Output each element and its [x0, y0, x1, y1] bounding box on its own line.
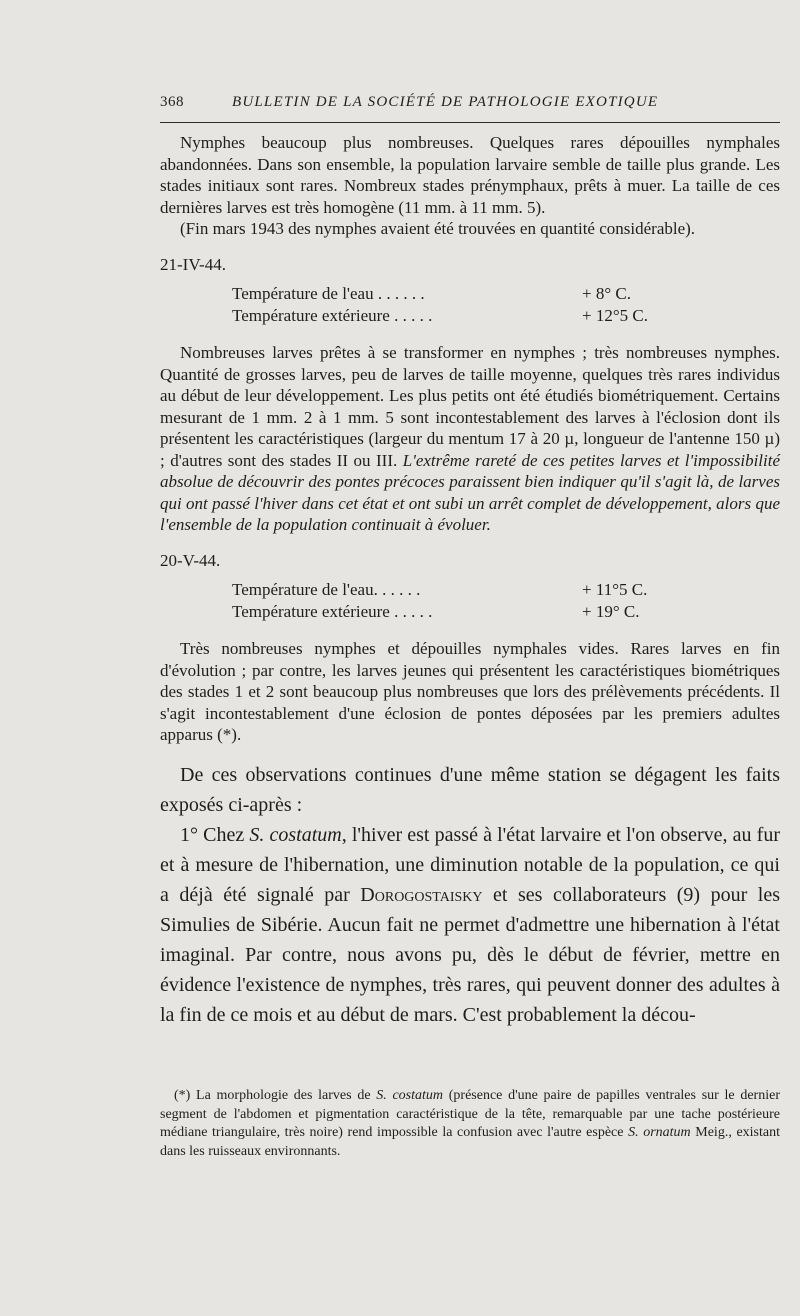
date-entry-2: 20-V-44.: [160, 550, 221, 570]
header-rule: [160, 122, 780, 123]
paragraph-text: 1° Chez: [180, 823, 250, 846]
paragraph-nombreuses-larves: [160, 342, 780, 536]
footnote-part: (présence d'une paire de papilles ventrales sur le dernier segment de l'abdomen et pigmentation caractéristique de la tête, remarquable par une tache postérieure médiane triangulaire, très noire) rend impossible la confusion avec l'autre espèce: [160, 1088, 780, 1140]
temperature-table-2: [232, 579, 692, 622]
footnote: [160, 1087, 780, 1161]
temperature-value: + 19° C.: [582, 601, 640, 621]
temperature-value: + 8° C.: [582, 284, 631, 303]
temperature-label: Température de l'eau. . . . . .: [232, 580, 421, 599]
species-name: S. costatum: [249, 823, 342, 846]
paragraph-text: Nombreuses larves prêtes à se transformer en nymphes ; très nombreuses nymphes. Quantité de grosses larves, peu de larves de taille moyenne, quelques très rares individus au début de leur développement. Les plus petits ont été étudiés biométriquement. Certains mesurant de 1 mm. 2 à 1 mm. 5 sont incontestablement des larves à l'éclosion dont ils présentent les caractéristiques (largeur du mentum 17 à 20 µ, longueur de l'antenne 150 µ) ; d'autres sont des stades II ou III.: [160, 343, 780, 470]
page-number: 368: [160, 94, 184, 110]
paragraph-tres-nombreuses: Très nombreuses nymphes et dépouilles nymphales vides. Rares larves en fin d'évolution ; par contre, les larves jeunes qui présentent les caractéristiques biométriques des stades 1 et 2 sont beaucoup plus nombreuses que lors des prélèvements précédents. Il s'agit incontestablement d'une éclosion de pontes déposées par les premiers adultes apparus (*).: [160, 639, 780, 744]
temperature-value: + 11°5 C.: [582, 580, 648, 599]
temperature-value: + 12°5 C.: [582, 305, 648, 325]
paragraph-text: et ses collaborateurs (9) pour les Simulies de Sibérie. Aucun fait ne permet d'admettre une hibernation à l'état imaginal. Par contre, nous avons pu, dès le début de février, mettre en évidence l'existence de nymphes, très rares, qui peuvent donner des adultes à la fin de ce mois et au début de mars. C'est probablement la décou-: [160, 883, 780, 1026]
footnote-text: [160, 1087, 780, 1161]
author-name: Dorogostaisky: [360, 883, 483, 906]
body-text: [160, 132, 780, 1030]
paragraph-point-1: [160, 820, 780, 1030]
running-title: BULLETIN DE LA SOCIÉTÉ DE PATHOLOGIE EXOTIQUE: [232, 94, 659, 110]
temperature-label: Température de l'eau . . . . . .: [232, 284, 425, 303]
temperature-row: [232, 601, 692, 623]
footnote-part: (*) La morphologie des larves de: [174, 1088, 377, 1103]
italic-conclusion: L'extrême rareté de ces petites larves et l'impossibilité absolue de découvrir des pontes précoces paraissent bien indiquer qu'il s'agit là, de larves qui ont passé l'hiver dans cet état et ont subi un arrêt complet de développement, alors que l'ensemble de la population continuait à évoluer.: [160, 450, 781, 534]
temperature-table-1: [232, 283, 692, 326]
date-entry-1: 21-IV-44.: [160, 254, 226, 274]
temperature-label: Température extérieure . . . . .: [232, 305, 433, 325]
footnote-part: Meig., existant dans les ruisseaux environnants.: [160, 1125, 780, 1159]
paragraph-nymphes: Nymphes beaucoup plus nombreuses. Quelques rares dépouilles nymphales abandonnées. Dans son ensemble, la population larvaire semble de taille plus grande. Les stades initiaux sont rares. Nombreux stades prénymphaux, prêts à muer. La taille de ces dernières larves est très homogène (11 mm. à 11 mm. 5).: [160, 133, 780, 217]
page-header: [160, 94, 780, 118]
temperature-row: [232, 283, 692, 305]
species-name: S. costatum: [376, 1088, 444, 1103]
temperature-row: [232, 305, 692, 327]
paragraph-observations: De ces observations continues d'une même station se dégagent les faits exposés ci-après :: [160, 763, 780, 816]
species-name: S. ornatum: [628, 1125, 691, 1140]
paragraph-text: , l'hiver est passé à l'état larvaire et l'on observe, au fur et à mesure de l'hibernation, une diminution notable de la population, ce qui a déjà été signalé par: [160, 823, 781, 906]
temperature-row: [232, 579, 692, 601]
paragraph-fin-mars: (Fin mars 1943 des nymphes avaient été trouvées en quantité considérable).: [180, 219, 696, 238]
temperature-label: Température extérieure . . . . .: [232, 601, 433, 621]
